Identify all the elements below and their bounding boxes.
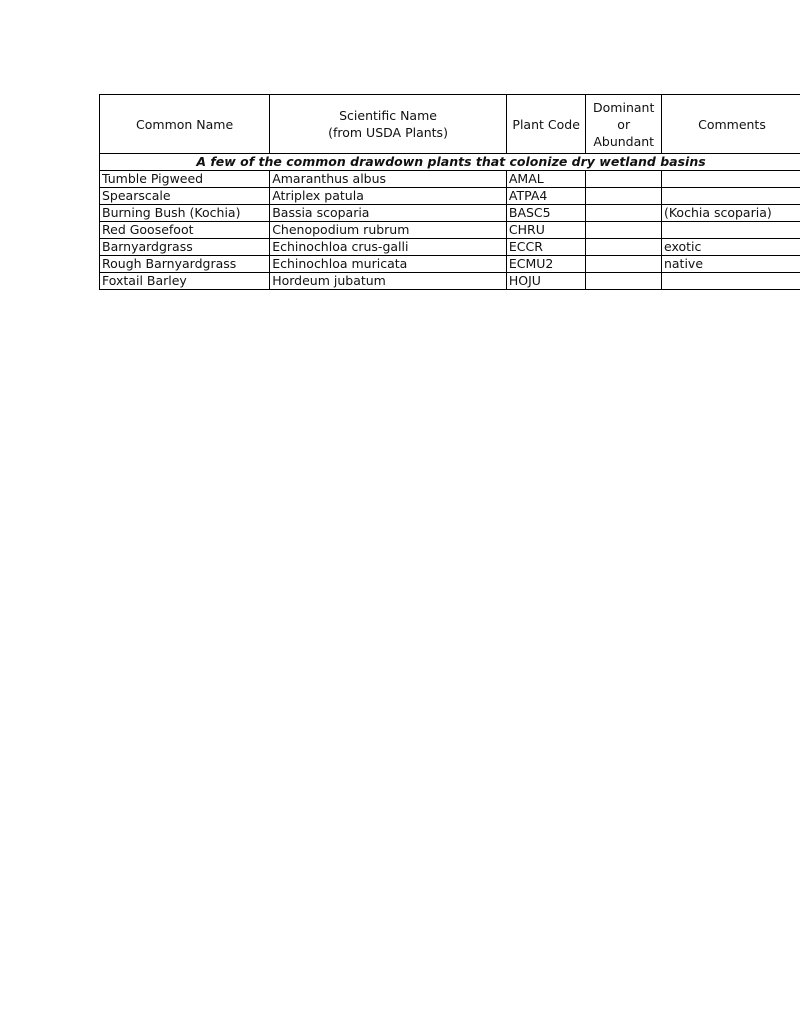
table-row: [100, 273, 800, 290]
cell-common-name: Barnyardgrass: [100, 239, 270, 256]
cell-common-name: Spearscale: [100, 188, 270, 205]
header-scientific-name: [270, 95, 507, 154]
cell-common-name: Red Goosefoot: [100, 222, 270, 239]
header-plant-code-label: Plant Code: [512, 116, 580, 132]
cell-comments: [661, 188, 800, 205]
cell-dominant-or-abundant: [586, 239, 662, 256]
cell-plant-code: BASC5: [506, 205, 586, 222]
cell-dominant-or-abundant: [586, 188, 662, 205]
cell-common-name: Rough Barnyardgrass: [100, 256, 270, 273]
cell-plant-code: HOJU: [506, 273, 586, 290]
cell-comments: exotic: [661, 239, 800, 256]
cell-plant-code: ECMU2: [506, 256, 586, 273]
cell-comments: [661, 171, 800, 188]
table-row: [100, 205, 800, 222]
header-comments: [661, 95, 800, 154]
cell-common-name: Tumble Pigweed: [100, 171, 270, 188]
section-title: A few of the common drawdown plants that colonize dry wetland basins: [100, 154, 800, 171]
cell-comments: [661, 222, 800, 239]
cell-scientific-name: Bassia scoparia: [270, 205, 507, 222]
header-dominant-line2: or: [617, 116, 631, 132]
cell-common-name: Burning Bush (Kochia): [100, 205, 270, 222]
plant-species-table: [99, 94, 800, 290]
cell-scientific-name: Echinochloa muricata: [270, 256, 507, 273]
cell-plant-code: AMAL: [506, 171, 586, 188]
header-dominant-line3: Abundant: [593, 133, 655, 149]
cell-scientific-name: Amaranthus albus: [270, 171, 507, 188]
cell-scientific-name: Chenopodium rubrum: [270, 222, 507, 239]
header-scientific-name-line1: Scientific Name: [339, 108, 437, 123]
table-row: [100, 188, 800, 205]
cell-plant-code: ECCR: [506, 239, 586, 256]
cell-dominant-or-abundant: [586, 205, 662, 222]
header-common-name: [100, 95, 270, 154]
table-row: [100, 256, 800, 273]
header-scientific-name-line2: (from USDA Plants): [328, 125, 448, 140]
cell-dominant-or-abundant: [586, 256, 662, 273]
table-header-row: [100, 95, 800, 154]
cell-scientific-name: Echinochloa crus-galli: [270, 239, 507, 256]
table-row: [100, 171, 800, 188]
header-plant-code: [506, 95, 586, 154]
plant-table-sheet: [99, 94, 800, 290]
table-row: [100, 222, 800, 239]
cell-comments: native: [661, 256, 800, 273]
cell-comments: (Kochia scoparia): [661, 205, 800, 222]
table-row: [100, 239, 800, 256]
cell-comments: [661, 273, 800, 290]
header-dominant-or-abundant: [586, 95, 662, 154]
header-dominant-line1: Dominant: [593, 99, 655, 115]
cell-scientific-name: Hordeum jubatum: [270, 273, 507, 290]
section-title-row: [100, 154, 800, 171]
cell-scientific-name: Atriplex patula: [270, 188, 507, 205]
cell-plant-code: ATPA4: [506, 188, 586, 205]
header-common-name-label: Common Name: [136, 116, 234, 132]
cell-plant-code: CHRU: [506, 222, 586, 239]
cell-dominant-or-abundant: [586, 273, 662, 290]
cell-dominant-or-abundant: [586, 171, 662, 188]
header-comments-label: Comments: [698, 116, 766, 132]
cell-dominant-or-abundant: [586, 222, 662, 239]
cell-common-name: Foxtail Barley: [100, 273, 270, 290]
